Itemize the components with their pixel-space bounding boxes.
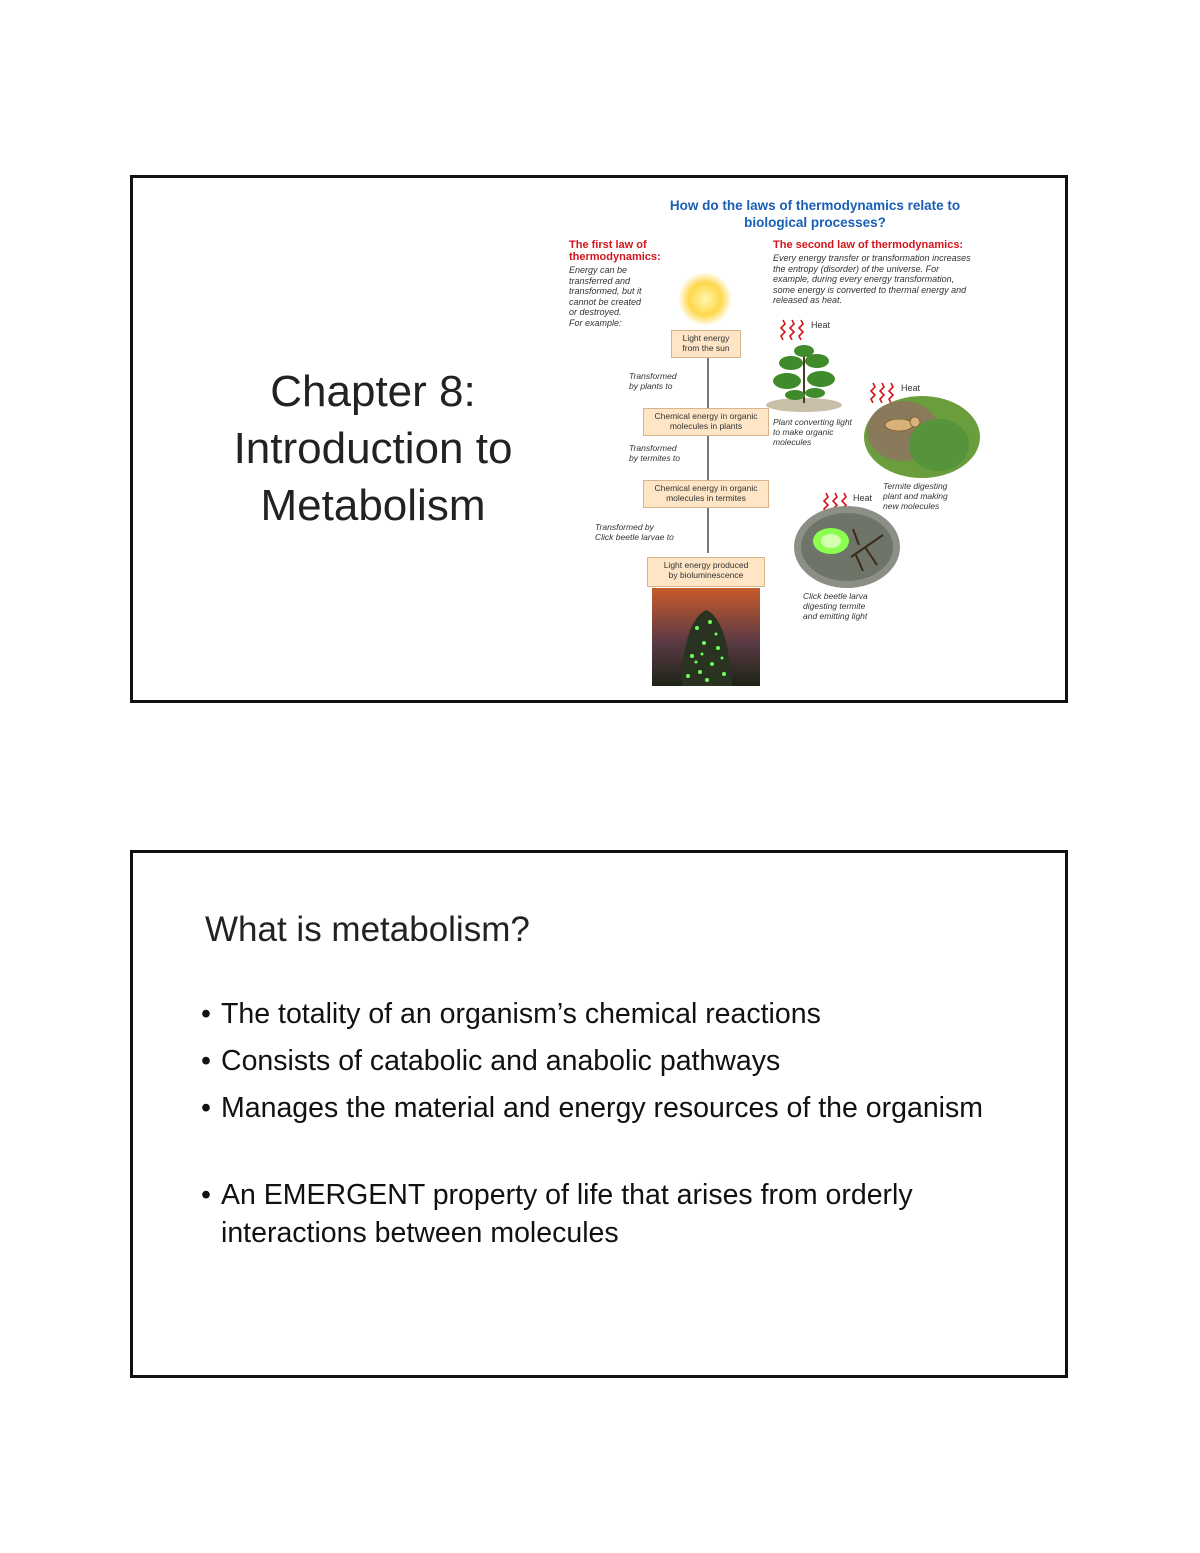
second-law-line: the entropy (disorder) of the universe. For xyxy=(773,263,940,274)
first-law-text xyxy=(569,265,669,328)
box-line: Chemical energy in organic xyxy=(654,411,758,421)
step-label xyxy=(629,371,677,391)
slide-1-title xyxy=(173,363,573,534)
heat-label: Heat xyxy=(853,493,873,503)
figure-heading xyxy=(605,197,1025,231)
bullet-list xyxy=(201,995,1041,1261)
step-line: Transformed by xyxy=(595,522,654,532)
second-law-text xyxy=(773,253,1013,306)
caption-line: plant and making xyxy=(883,491,948,501)
bioluminescence-photo xyxy=(652,588,760,686)
slide-2 xyxy=(130,850,1068,1378)
first-law-line: transformed, but it xyxy=(569,286,642,296)
caption-line: new molecules xyxy=(883,501,940,511)
sun-icon xyxy=(677,271,733,327)
caption-line: Termite digesting xyxy=(883,481,948,491)
slide-1 xyxy=(130,175,1068,703)
step-line: Transformed xyxy=(629,371,677,381)
second-law-line: released as heat. xyxy=(773,295,843,305)
caption-line: and emitting light xyxy=(803,611,868,621)
second-law-title: The second law of thermodynamics: xyxy=(773,239,964,251)
plant-image xyxy=(765,341,843,413)
figure-heading-line-2: biological processes? xyxy=(744,215,886,230)
step-line: by plants to xyxy=(629,381,673,391)
bullet-item: • Manages the material and energy resources of the organism xyxy=(201,1089,1041,1127)
bullet-item: • Consists of catabolic and anabolic pathways xyxy=(201,1042,1041,1080)
box-line: molecules in termites xyxy=(666,493,746,503)
second-law-line: example, during every energy transformation, xyxy=(773,274,955,284)
caption-line: digesting termite xyxy=(803,601,866,611)
box-chemical-energy-plants xyxy=(643,408,769,436)
bullet-item: • The totality of an organism’s chemical reactions xyxy=(201,995,1041,1033)
step-label xyxy=(629,443,680,463)
heat-icon xyxy=(778,316,808,340)
first-law-line: For example: xyxy=(569,317,622,328)
first-law-title-line-1: The first law of xyxy=(569,239,647,251)
box-line: Chemical energy in organic xyxy=(654,483,758,493)
bullet-item: • An EMERGENT property of life that arises from orderly interactions between molecules xyxy=(201,1176,1041,1252)
step-line: by termites to xyxy=(629,453,681,463)
box-bioluminescence xyxy=(647,557,765,587)
plant-caption xyxy=(773,417,852,447)
beetle-caption xyxy=(803,591,868,621)
first-law-title xyxy=(569,239,661,263)
first-law-title-line-2: thermodynamics: xyxy=(569,251,661,263)
box-line: Light energy produced xyxy=(663,560,749,570)
box-chemical-energy-termites xyxy=(643,480,769,508)
second-law-line: some energy is converted to thermal energy and xyxy=(773,284,967,295)
step-line: Transformed xyxy=(629,443,677,453)
box-line: Light energy xyxy=(682,333,730,343)
box-light-energy-sun xyxy=(671,330,741,358)
step-line: Click beetle larvae to xyxy=(595,532,674,542)
first-law-line: transferred and xyxy=(569,275,631,286)
box-line: from the sun xyxy=(682,343,730,353)
thermodynamics-figure xyxy=(565,193,1045,688)
figure-heading-line-1: How do the laws of thermodynamics relate to xyxy=(669,198,961,213)
first-law-line: cannot be created xyxy=(569,296,642,307)
flow-arrow-icon xyxy=(705,358,711,556)
caption-line: molecules xyxy=(773,437,812,447)
termite-image xyxy=(863,395,981,479)
title-line-2: Introduction to xyxy=(233,424,513,473)
caption-line: Click beetle larva xyxy=(803,591,868,601)
caption-line: Plant converting light xyxy=(773,417,852,427)
first-law-line: Energy can be xyxy=(569,265,628,275)
title-line-3: Metabolism xyxy=(260,481,486,530)
slide-2-heading: What is metabolism? xyxy=(205,910,530,949)
second-law-line: Every energy transfer or transformation increases xyxy=(773,253,971,263)
caption-line: to make organic xyxy=(773,427,834,437)
box-line: molecules in plants xyxy=(669,421,743,431)
click-beetle-image xyxy=(793,505,901,589)
step-label xyxy=(595,522,674,542)
title-line-1: Chapter 8: xyxy=(270,367,476,416)
heat-label: Heat xyxy=(811,320,831,330)
heat-label: Heat xyxy=(901,383,921,393)
box-line: by bioluminescence xyxy=(668,570,744,580)
first-law-line: or destroyed. xyxy=(569,307,622,317)
